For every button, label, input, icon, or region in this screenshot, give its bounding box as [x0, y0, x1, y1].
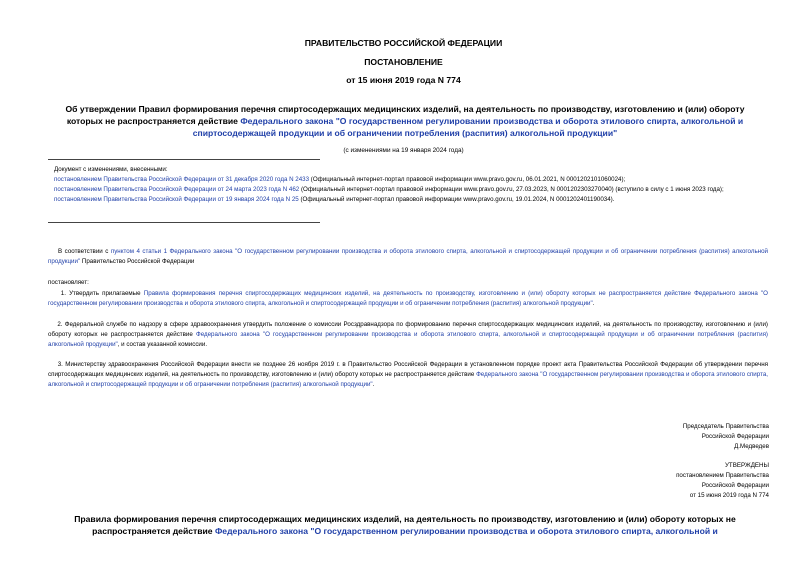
title-prefix: Об утверждении — [65, 104, 139, 114]
amendment-link-25[interactable]: постановлением Правительства Российской Федерации от 19 января 2024 года N 25 — [54, 196, 299, 203]
document-date-number: от 15 июня 2019 года N 774 — [346, 75, 461, 85]
signature-line-2: Российской Федерации — [701, 433, 769, 440]
amendment-link-2433[interactable]: постановлением Правительства Российской Федерации от 31 декабря 2020 года N 2433 — [54, 176, 310, 183]
government-heading: ПРАВИТЕЛЬСТВО РОССИЙСКОЙ ФЕДЕРАЦИИ — [304, 38, 503, 48]
approved-line-1: УТВЕРЖДЕНЫ — [725, 462, 769, 469]
amendment-text: (Официальный интернет-портал правовой информации www.pravo.gov.ru, 06.01.2021, N 0001202101060024); — [309, 176, 626, 183]
amendment-text: (Официальный интернет-портал правовой информации www.pravo.gov.ru, 27.03.2023, N 0001202303270040) (вступило в силу с 1 июня 2023 года); — [299, 186, 724, 193]
rules-title-prefix: Правила формирования перечня спиртосодержащих медицинских изделий, на деятельность по производству, изготовлению и (или) обороту которых не распространяется действие — [74, 514, 736, 536]
document-change-item — [48, 195, 768, 205]
title-part1: Правил формирования перечня спиртосодержащих медицинских изделий, на деятельность по производству, изготовлению и (или) обороту которых не распространяется действие — [66, 104, 745, 126]
paragraph-1-suffix: . — [592, 300, 595, 307]
basis-paragraph — [48, 247, 768, 267]
paragraph-2-law-link[interactable]: Федерального закона "О государственном регулировании производства и оборота этилового спирта, алкогольной и спиртосодержащей продукции и об ограничении потребления (распития) алкогольной продукции" — [48, 331, 768, 348]
divider-top — [48, 159, 320, 160]
approved-block — [569, 461, 769, 501]
paragraph-3-prefix: 3. Министерству здравоохранения Российской Федерации внести не позднее 26 ноября 2019 г. в Правительство Российской Федерации в установленном порядке проект акта Правительства Российской Федерации об утверждении перечня спиртосодержащих медицинских изделий, на деятельность по производству, изготовлению и (или) обороту которых не распространяется действие — [48, 361, 768, 378]
paragraph-3-suffix: . — [372, 381, 375, 388]
signature-line-1: Председатель Правительства — [682, 423, 769, 430]
approved-line-4: от 15 июня 2019 года N 774 — [689, 492, 769, 499]
document-type-heading: ПОСТАНОВЛЕНИЕ — [364, 57, 443, 67]
paragraph-1-prefix: 1. Утвердить прилагаемые — [60, 290, 144, 297]
paragraph-3-law-link[interactable]: Федерального закона "О государственном регулировании производства и оборота этилового спирта, алкогольной и спиртосодержащей продукции и об ограничении потребления (распития) алкогольной продукции" — [48, 371, 768, 388]
approved-line-3: Российской Федерации — [701, 482, 769, 489]
paragraph-2 — [48, 320, 768, 350]
document-change-item — [48, 185, 768, 195]
rules-title-law-link[interactable]: Федерального закона "О государственном регулировании производства и оборота этилового спирта, алкогольной и — [214, 526, 718, 536]
paragraph-1 — [48, 289, 768, 309]
changes-note: (с изменениями на 19 января 2024 года) — [343, 147, 464, 154]
document-changes-block — [48, 165, 768, 205]
signature-name: Д.Медведев — [734, 443, 769, 450]
rules-link[interactable]: Правила формирования перечня спиртосодержащих медицинских изделий, на деятельность по производству, изготовлению и (или) обороту которых не распространяется действие Федерального закона "О государственном регулировании производства и оборота этилового спирта, алкогольной и спиртосодержащей продукции и об ограничении потребления (распития) алкогольной продукции" — [48, 290, 768, 307]
basis-prefix: В соответствии с — [58, 248, 111, 255]
title-federal-law-link[interactable]: Федерального закона "О государственном регулировании производства и оборота этилового спирта, алкогольной и спиртосодержащей продукции и об ограничении потребления (распития) алкогольной продукции" — [192, 116, 744, 138]
rules-title — [50, 513, 760, 537]
document-title — [50, 103, 760, 139]
basis-suffix: Правительство Российской Федерации — [80, 258, 195, 265]
paragraph-3 — [48, 360, 768, 390]
amendment-text: (Официальный интернет-портал правовой информации www.pravo.gov.ru, 19.01.2024, N 0001202401190034). — [298, 196, 615, 203]
decrees-word: постановляет: — [48, 279, 89, 286]
document-change-item — [48, 175, 768, 185]
paragraph-2-suffix: , и состав указанной комиссии. — [117, 341, 208, 348]
paragraph-2-prefix: 2. Федеральной службе по надзору в сфере здравоохранения утвердить положение о комиссии Росздравнадзора по формированию перечня спиртосодержащих медицинских изделий, на деятельность по производству, изготовлению и (или) обороту которых не распространяется действие — [48, 321, 768, 338]
signature-block — [569, 422, 769, 452]
approved-line-2: постановлением Правительства — [676, 472, 769, 479]
basis-law-link[interactable]: пунктом 4 статьи 1 Федерального закона "О государственном регулировании производства и оборота этилового спирта, алкогольной и спиртосодержащей продукции и об ограничении потребления (распития) алкогольной продукции" — [48, 248, 768, 265]
amendment-link-462[interactable]: постановлением Правительства Российской Федерации от 24 марта 2023 года N 462 — [54, 186, 300, 193]
divider-bottom — [48, 222, 320, 223]
document-changes-heading: Документ с изменениями, внесенными: — [54, 166, 168, 173]
